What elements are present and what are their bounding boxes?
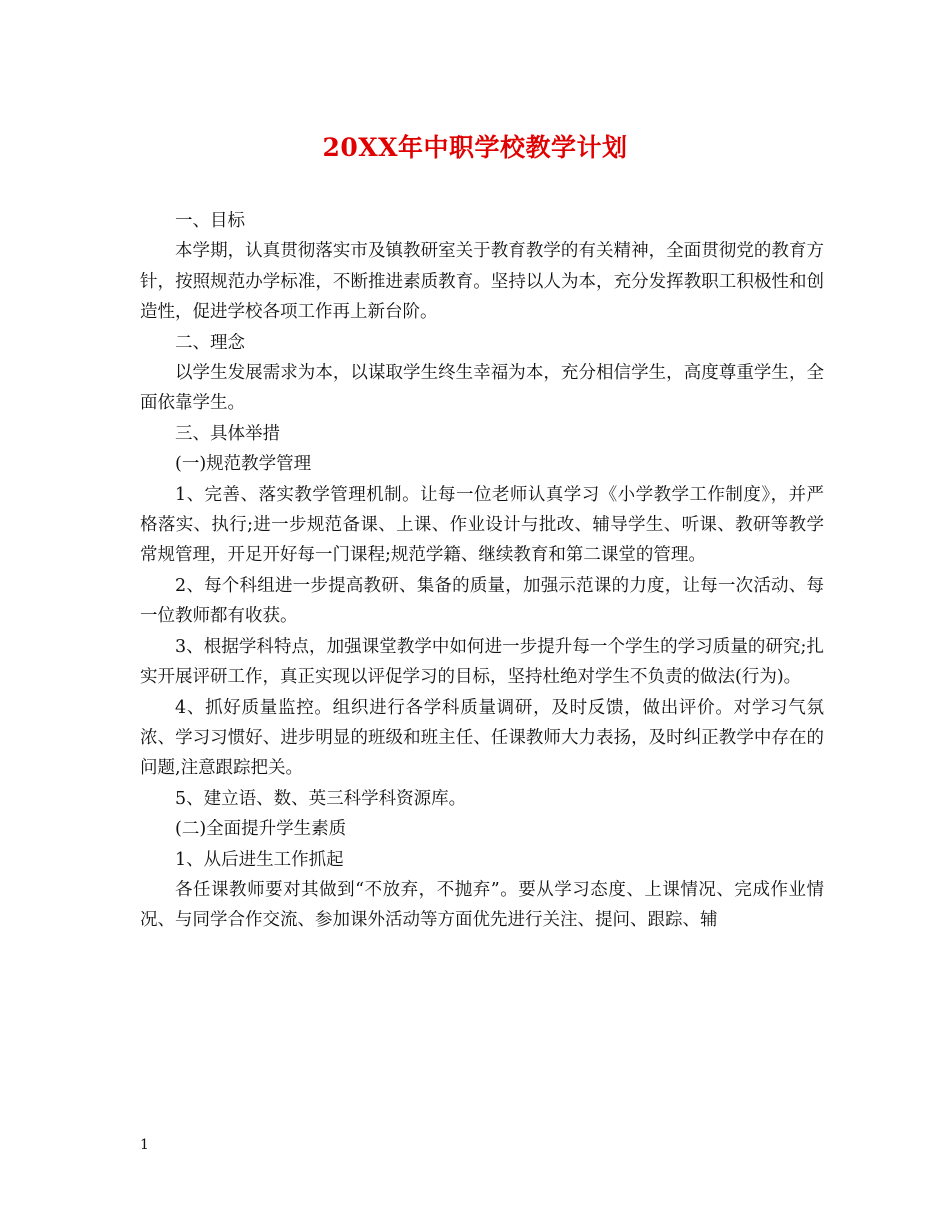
paragraph-measure-4: 4、抓好质量监控。组织进行各学科质量调研，及时反馈，做出评价。对学习气氛浓、学习习惯好、进步明显的班级和班主任、任课教师大力表扬，及时纠正教学中存在的问题,注意跟踪把关。 xyxy=(140,697,824,779)
paragraph-measure-3: 3、根据学科特点，加强课堂教学中如何进一步提升每一个学生的学习质量的研究;扎实开展评研工作，真正实现以评促学习的目标，坚持杜绝对学生不负责的做法(行为)。 xyxy=(140,636,824,688)
page-number: 1 xyxy=(140,1137,149,1153)
paragraph-philosophy: 以学生发展需求为本，以谋取学生终生幸福为本，充分相信学生，高度尊重学生，全面依靠学生。 xyxy=(140,363,824,414)
subheading-student-quality: (二)全面提升学生素质 xyxy=(175,819,347,840)
heading-measures: 三、具体举措 xyxy=(175,423,280,444)
paragraph-underachievers: 各任课教师要对其做到“不放弃，不抛弃”。要从学习态度、上课情况、完成作业情况、与同学合作交流、参加课外活动等方面优先进行关注、提问、跟踪、辅 xyxy=(140,879,824,931)
subheading-underachievers: 1、从后进生工作抓起 xyxy=(175,849,344,870)
paragraph-measure-1: 1、完善、落实教学管理机制。让每一位老师认真学习《小学教学工作制度》，并严格落实、执行;进一步规范备课、上课、作业设计与批改、辅导学生、听课、教研等教学常规管理，开足开好每一门课程;规范学籍、继续教育和第二课堂的管理。 xyxy=(140,484,824,566)
paragraph-measure-5: 5、建立语、数、英三科学科资源库。 xyxy=(175,788,467,809)
paragraph-goal: 本学期，认真贯彻落实市及镇教研室关于教育教学的有关精神，全面贯彻党的教育方针，按照规范办学标准，不断推进素质教育。坚持以人为本，充分发挥教职工积极性和创造性，促进学校各项工作再上新台阶。 xyxy=(140,241,824,323)
document-title: 20XX年中职学校教学计划 xyxy=(322,133,628,162)
paragraph-measure-2: 2、每个科组进一步提高教研、集备的质量，加强示范课的力度，让每一次活动、每一位教师都有收获。 xyxy=(140,575,824,627)
document-body xyxy=(140,206,824,936)
subheading-teaching-management: (一)规范教学管理 xyxy=(175,454,312,475)
heading-goal: 一、目标 xyxy=(175,211,245,231)
heading-philosophy: 二、理念 xyxy=(175,332,245,353)
